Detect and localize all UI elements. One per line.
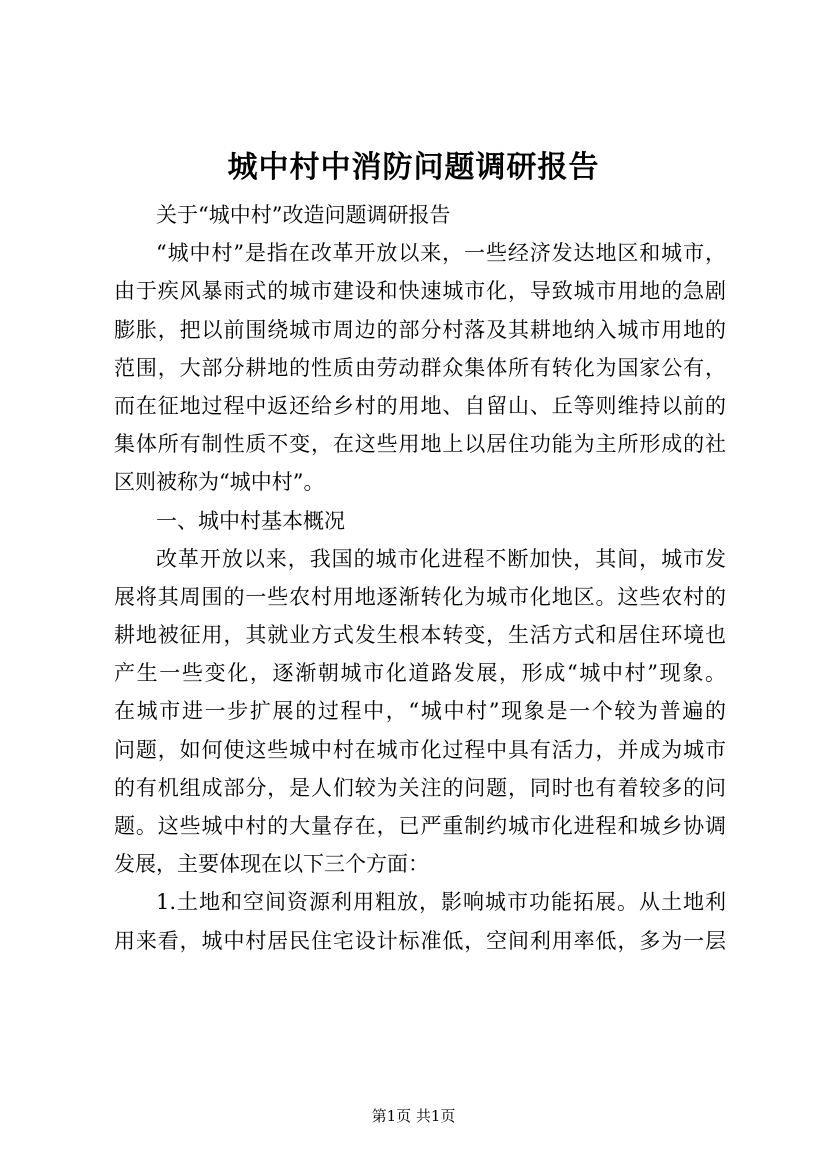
paragraph-line: 在城市进一步扩展的过程中，“城中村”现象是一个较为普遍的 — [114, 699, 726, 724]
document-body — [114, 196, 726, 960]
page-number-footer: 第1页 共1页 — [371, 1107, 456, 1125]
paragraph-line: “城中村”是指在改革开放以来，一些经济发达地区和城市， — [156, 241, 726, 266]
document-title: 城中村中消防问题调研报告 — [227, 150, 600, 185]
paragraph-line: 区则被称为“城中村”。 — [114, 470, 325, 495]
paragraph-line: 而在征地过程中返还给乡村的用地、自留山、丘等则维持以前的 — [114, 393, 726, 418]
paragraph-line: 改革开放以来，我国的城市化进程不断加快，其间，城市发 — [156, 546, 726, 571]
paragraph-line: 的有机组成部分，是人们较为关注的问题，同时也有着较多的问 — [114, 775, 726, 800]
paragraph-line: 题。这些城中村的大量存在，已严重制约城市化进程和城乡协调 — [114, 814, 726, 838]
paragraph-line: 用来看，城中村居民住宅设计标准低，空间利用率低，多为一层 — [114, 928, 726, 953]
section-heading: 一、城中村基本概况 — [156, 508, 345, 533]
paragraph-line: 由于疾风暴雨式的城市建设和快速城市化，导致城市用地的急剧 — [114, 279, 726, 304]
paragraph-line-subtitle: 关于“城中村”改造问题调研报告 — [156, 203, 451, 227]
paragraph-line: 产生一些变化，逐渐朝城市化道路发展，形成“城中村”现象。 — [114, 661, 726, 686]
paragraph-line: 范围，大部分耕地的性质由劳动群众集体所有转化为国家公有， — [114, 355, 726, 380]
paragraph-line: 集体所有制性质不变，在这些用地上以居住功能为主所形成的社 — [114, 432, 726, 457]
paragraph-line: 1.土地和空间资源利用粗放，影响城市功能拓展。从土地利 — [156, 890, 726, 915]
paragraph-line: 膨胀，把以前围绕城市周边的部分村落及其耕地纳入城市用地的 — [114, 317, 726, 342]
paragraph-line: 问题，如何使这些城中村在城市化过程中具有活力，并成为城市 — [114, 737, 726, 762]
paragraph-line: 耕地被征用，其就业方式发生根本转变，生活方式和居住环境也 — [114, 623, 726, 648]
paragraph-line: 发展，主要体现在以下三个方面： — [114, 852, 429, 877]
paragraph-line: 展将其周围的一些农村用地逐渐转化为城市化地区。这些农村的 — [114, 584, 726, 609]
